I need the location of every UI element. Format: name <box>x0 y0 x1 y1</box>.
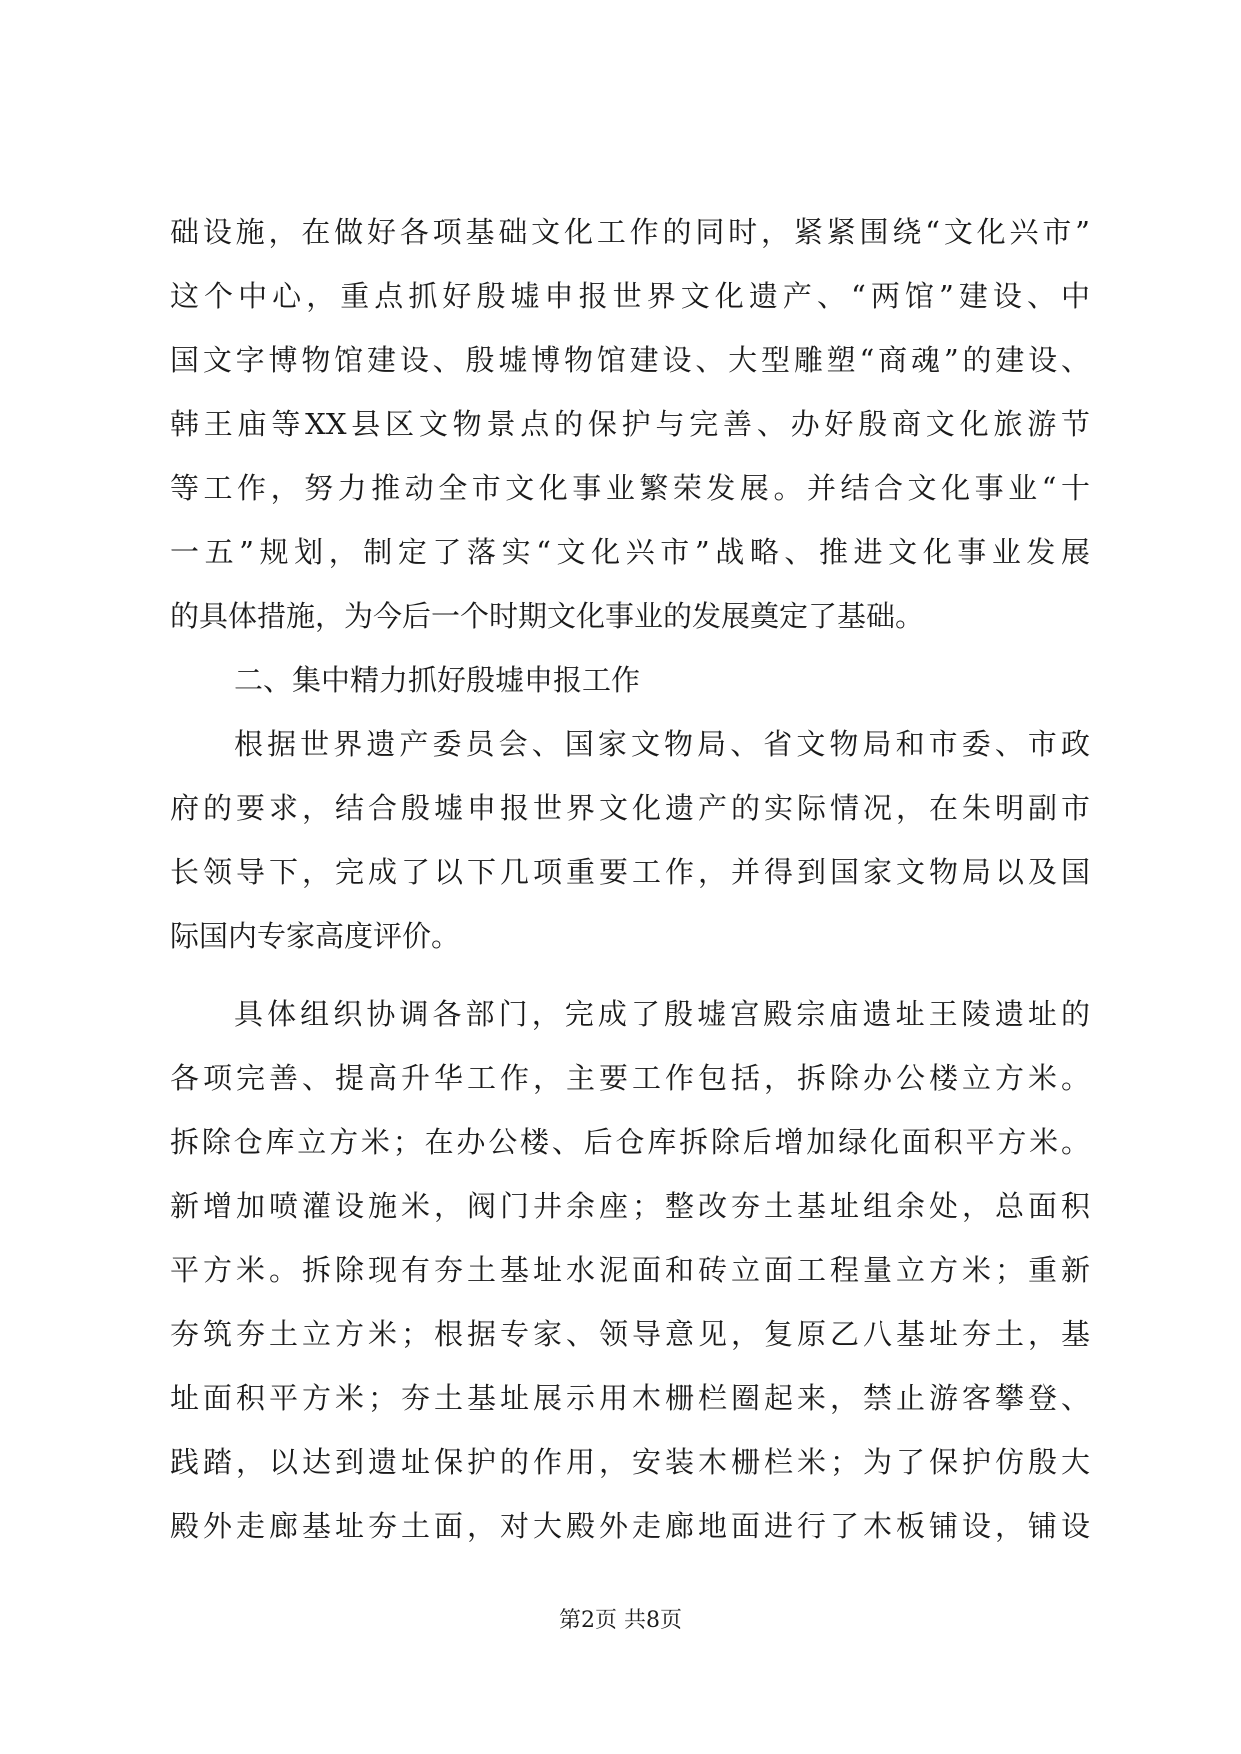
page-number-label: 第2页 共8页 <box>559 1608 682 1633</box>
paragraph-gap <box>170 968 1090 982</box>
text-line: 一五”规划，制定了落实“文化兴市”战略、推进文化事业发展 <box>170 535 1090 569</box>
page-footer <box>0 1606 1241 1636</box>
heading-line: 二、集中精力抓好殷墟申报工作 <box>234 663 641 697</box>
text-line: 根据世界遗产委员会、国家文物局、省文物局和市委、市政 <box>234 727 1090 761</box>
paragraph <box>170 200 1090 648</box>
text-line: 等工作，努力推动全市文化事业繁荣发展。并结合文化事业“十 <box>170 471 1090 505</box>
text-line: 践踏，以达到遗址保护的作用，安装木栅栏米；为了保护仿殷大 <box>170 1445 1090 1479</box>
text-line: 各项完善、提高升华工作，主要工作包括，拆除办公楼立方米。 <box>170 1061 1090 1095</box>
text-line: 平方米。拆除现有夯土基址水泥面和砖立面工程量立方米；重新 <box>170 1253 1090 1287</box>
section-heading <box>170 648 1090 712</box>
text-line: 际国内专家高度评价。 <box>170 919 461 953</box>
text-line: 新增加喷灌设施米，阀门井余座；整改夯土基址组余处，总面积 <box>170 1189 1090 1223</box>
text-line: 址面积平方米；夯土基址展示用木栅栏圈起来，禁止游客攀登、 <box>170 1381 1090 1415</box>
text-line: 韩王庙等XX县区文物景点的保护与完善、办好殷商文化旅游节 <box>170 407 1090 441</box>
text-line: 夯筑夯土立方米；根据专家、领导意见，复原乙八基址夯土，基 <box>170 1317 1090 1351</box>
document-body <box>170 200 1090 1558</box>
text-line: 国文字博物馆建设、殷墟博物馆建设、大型雕塑“商魂”的建设、 <box>170 343 1090 377</box>
text-line: 拆除仓库立方米；在办公楼、后仓库拆除后增加绿化面积平方米。 <box>170 1125 1090 1159</box>
text-line: 具体组织协调各部门，完成了殷墟宫殿宗庙遗址王陵遗址的 <box>234 997 1090 1031</box>
text-line: 长领导下，完成了以下几项重要工作，并得到国家文物局以及国 <box>170 855 1090 889</box>
text-line: 的具体措施，为今后一个时期文化事业的发展奠定了基础。 <box>170 599 925 633</box>
paragraph <box>170 712 1090 968</box>
text-line: 殿外走廊基址夯土面，对大殿外走廊地面进行了木板铺设，铺设 <box>170 1509 1090 1543</box>
paragraph <box>170 982 1090 1558</box>
text-line: 这个中心，重点抓好殷墟申报世界文化遗产、“两馆”建设、中 <box>170 279 1090 313</box>
text-line: 础设施，在做好各项基础文化工作的同时，紧紧围绕“文化兴市” <box>170 215 1090 249</box>
text-line: 府的要求，结合殷墟申报世界文化遗产的实际情况，在朱明副市 <box>170 791 1090 825</box>
